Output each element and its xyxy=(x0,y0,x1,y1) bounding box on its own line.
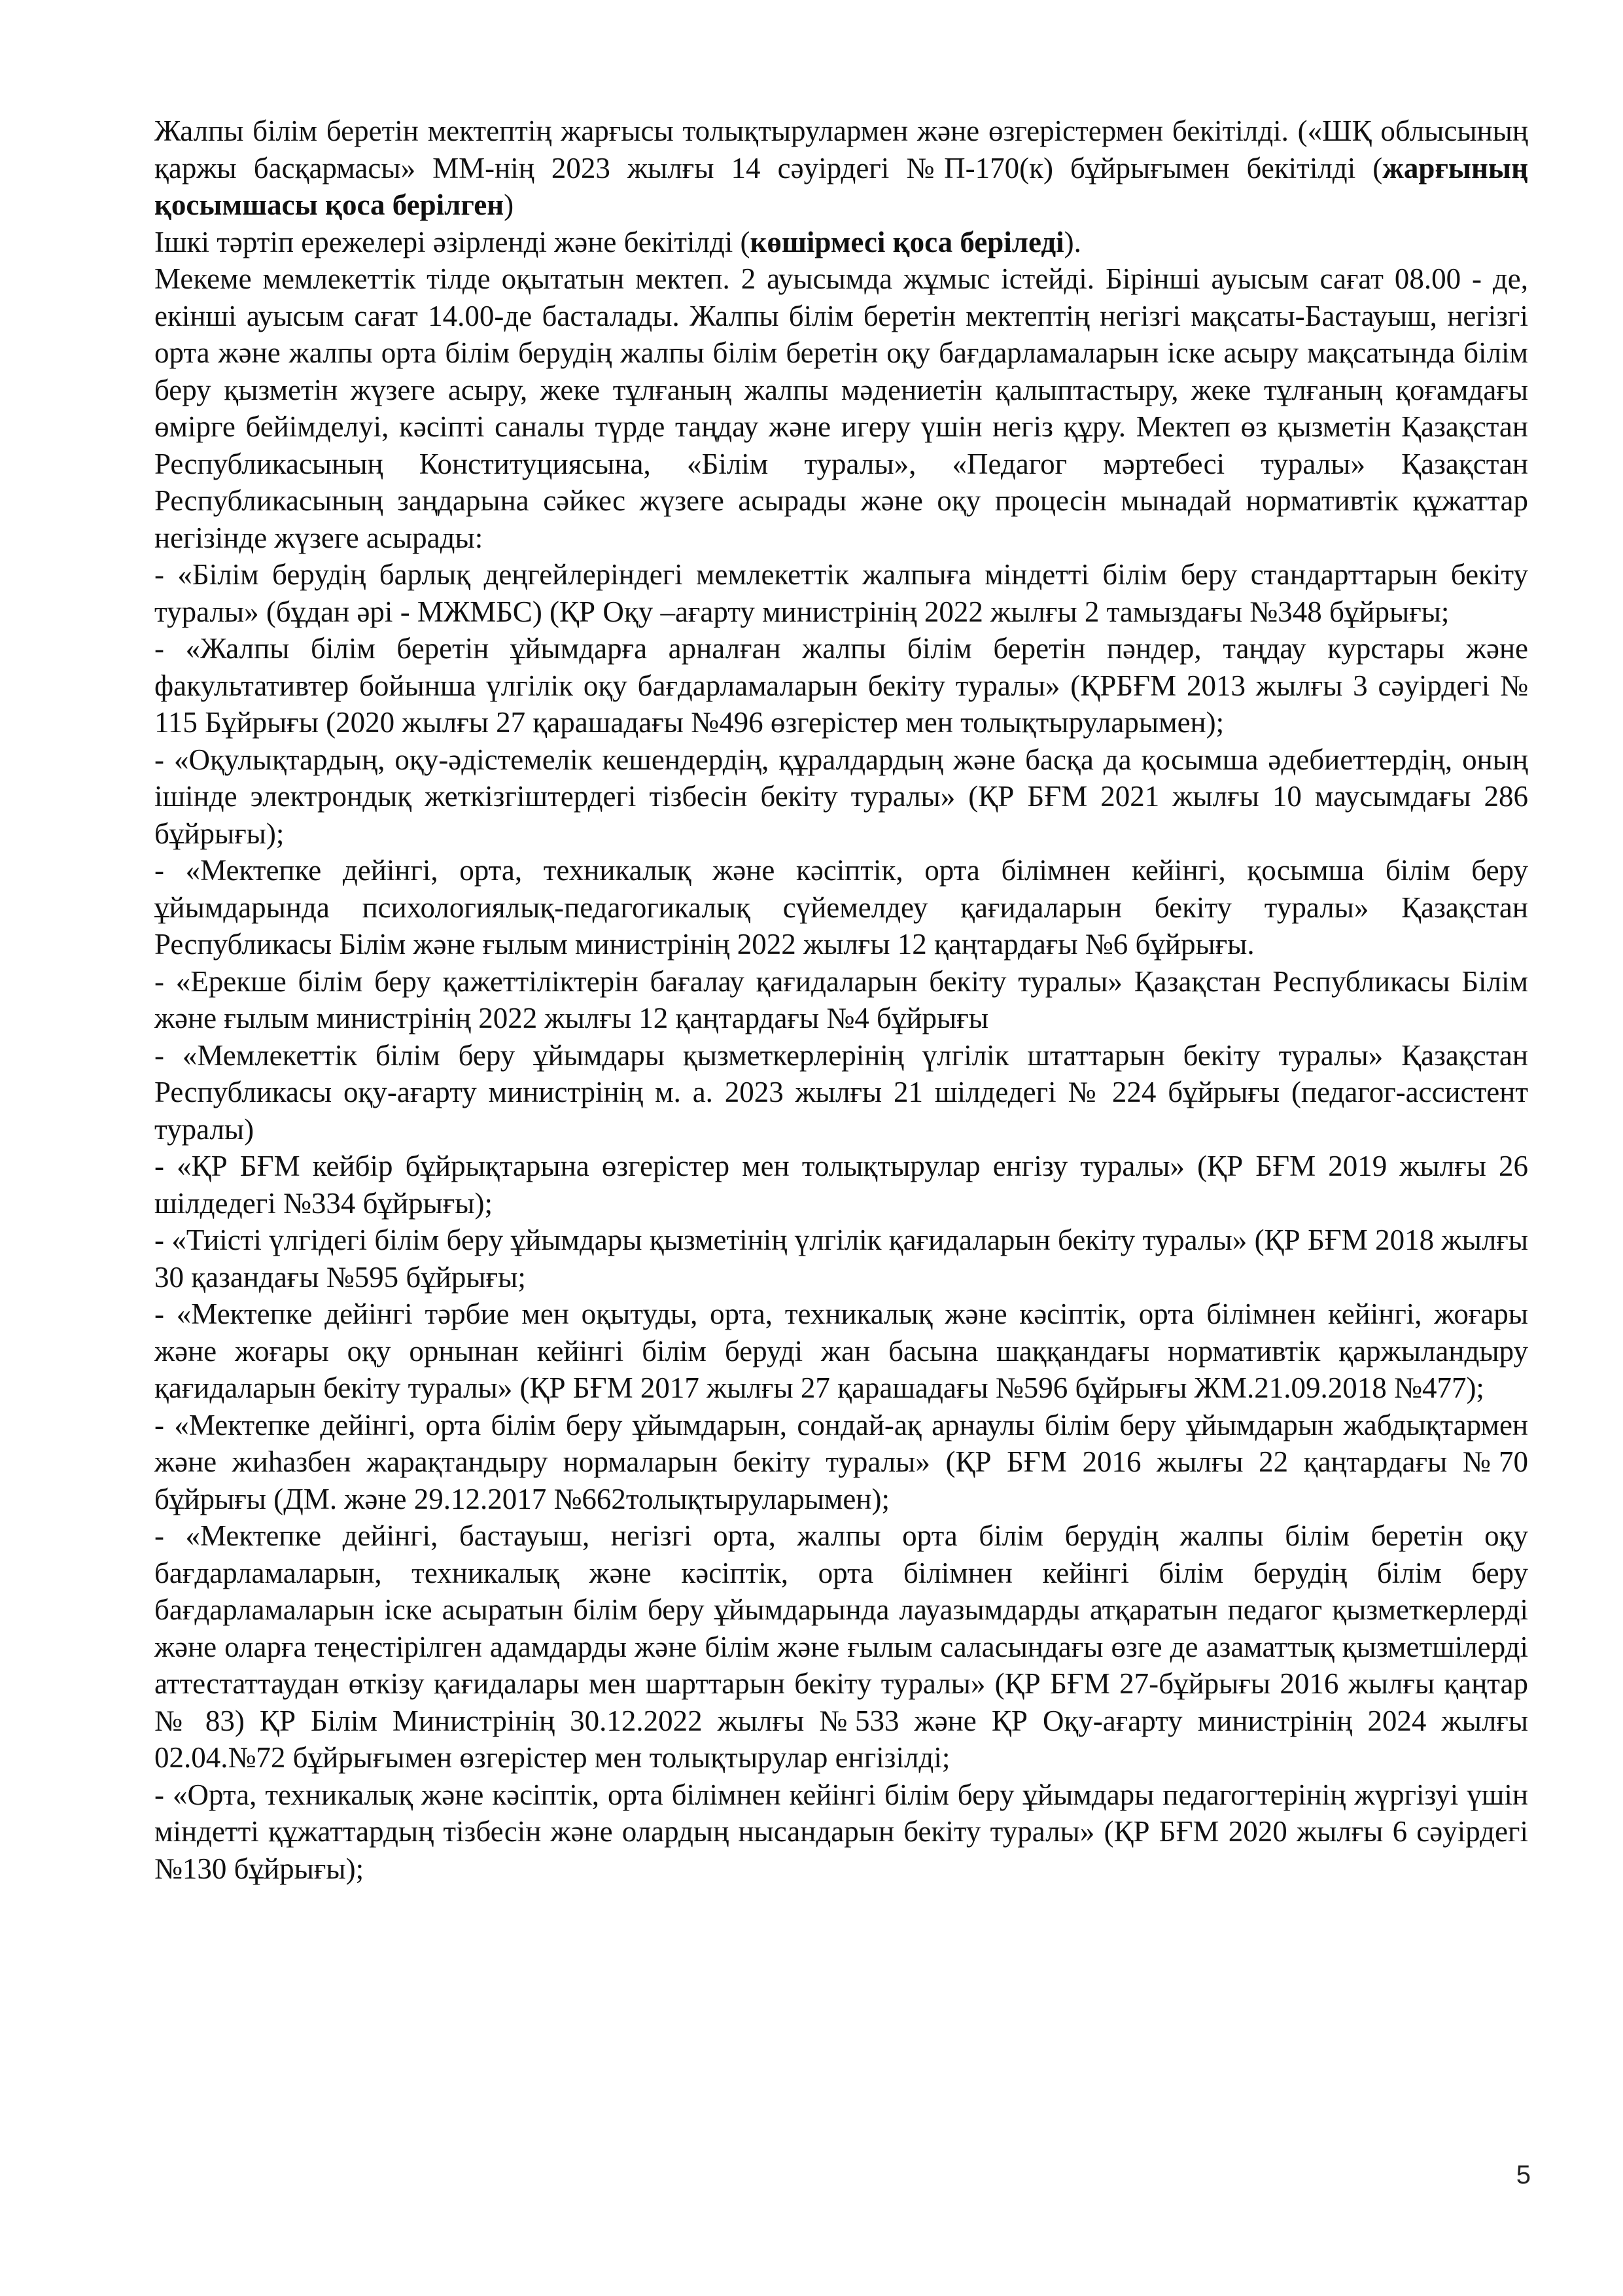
regulation-item: - «Мемлекеттік білім беру ұйымдары қызметкерлерінің үлгілік штаттарын бекіту туралы» Қазақстан Республикасы оқу-ағарту министрінің м. а. 2023 жылғы 21 шілдедегі № 224 бұйрығы (педагог-ассистент туралы) xyxy=(154,1038,1528,1146)
page-number: 5 xyxy=(1516,2161,1531,2189)
regulation-item: - «Мектепке дейінгі, орта білім беру ұйымдарын, сондай-ақ арнаулы білім беру ұйымдарын жабдықтармен және жиһазбен жарақтандыру нормаларын бекіту туралы» (ҚР БҒМ 2016 жылғы 22 қаңтардағы №70 бұйрығы (ДМ. және 29.12.2017 №662толықтыруларымен); xyxy=(154,1408,1528,1515)
internal-rules-closing: ). xyxy=(1064,225,1081,258)
regulation-item: - «Тиісті үлгідегі білім беру ұйымдары қызметінің үлгілік қағидаларын бекіту туралы» (ҚР БҒМ 2018 жылғы 30 қазандағы №595 бұйрығы; xyxy=(154,1224,1528,1294)
regulation-item: - «ҚР БҒМ кейбір бұйрықтарына өзгерістер мен толықтырулар енгізу туралы» (ҚР БҒМ 2019 жылғы 26 шілдедегі №334 бұйрығы); xyxy=(154,1150,1528,1220)
charter-paragraph xyxy=(154,113,1528,224)
regulation-item: - «Орта, техникалық және кәсіптік, орта білімнен кейінгі білім беру ұйымдары педагогтерінің жүргізуі үшін міндетті құжаттардың тізбесін және олардың нысандарын бекіту туралы» (ҚР БҒМ 2020 жылғы 6 сәуірдегі №130 бұйрығы); xyxy=(154,1778,1528,1885)
school-description-paragraph: Мекеме мемлекеттік тілде оқытатын мектеп. 2 ауысымда жұмыс істейді. Бірінші ауысым сағат 08.00 - де, екінші ауысым сағат 14.00-де басталады. Жалпы білім беретін мектептің негізгі мақсаты-Бастауыш, негізгі орта және жалпы орта білім берудің жалпы білім беретін оқу бағдарламаларын іске асыру мақсатында білім беру қызметін жүзеге асыру, жеке тұлғаның жалпы мәдениетін қалыптастыру, жеке тұлғаның қоғамдағы өмірге бейімделуі, кәсіпті саналы түрде таңдау және игеру үшін негіз құру. Мектеп өз қызметін Қазақстан Республикасының Конституциясына, «Білім туралы», «Педагог мәртебесі туралы» Қазақстан Республикасының заңдарына сәйкес жүзеге асырады және оқу процесін мынадай нормативтік құжаттар негізінде жүзеге асырады: xyxy=(154,262,1528,554)
charter-attachment-note: жарғының қосымшасы қоса берілген xyxy=(154,151,1528,221)
regulation-item: - «Мектепке дейінгі тәрбие мен оқытуды, орта, техникалық және кәсіптік, орта білімнен кейінгі, жоғары және жоғары оқу орнынан кейінгі білім беруді жан басына шаққандағы нормативтік қаржыландыру қағидаларын бекіту туралы» (ҚР БҒМ 2017 жылғы 27 қарашадағы №596 бұйрығы ЖМ.21.09.2018 №477); xyxy=(154,1298,1528,1404)
document-body xyxy=(154,113,1528,1887)
internal-rules-attachment-note: көшірмесі қоса беріледі xyxy=(750,225,1064,258)
internal-rules-paragraph xyxy=(154,224,1528,261)
charter-text: Жалпы білім беретін мектептің жарғысы толықтырулармен және өзгерістермен бекітілді. («ШҚ облысының қаржы басқармасы» ММ-нің 2023 жылғы 14 сәуірдегі №П-170(к) бұйрығымен бекітілді ( xyxy=(154,115,1528,185)
regulation-item: - «Жалпы білім беретін ұйымдарға арналған жалпы білім беретін пәндер, таңдау курстары және факультативтер бойынша үлгілік оқу бағдарламаларын бекіту туралы» (ҚРБҒМ 2013 жылғы 3 сәуірдегі № 115 Бұйрығы (2020 жылғы 27 қарашадағы №496 өзгерістер мен толықтыруларымен); xyxy=(154,632,1528,739)
regulation-item: - «Ерекше білім беру қажеттіліктерін бағалау қағидаларын бекіту туралы» Қазақстан Республикасы Білім және ғылым министрінің 2022 жылғы 12 қаңтардағы №4 бұйрығы xyxy=(154,964,1528,1034)
regulation-item: - «Білім берудің барлық деңгейлеріндегі мемлекеттік жалпыға міндетті білім беру стандарттарын бекіту туралы» (бұдан әрі - МЖМБС) (ҚР Оқу –ағарту министрінің 2022 жылғы 2 тамыздағы №348 бұйрығы; xyxy=(154,558,1528,628)
internal-rules-text: Ішкі тәртіп ережелері әзірленді және бекітілді ( xyxy=(154,225,750,258)
charter-closing: ) xyxy=(504,188,514,221)
regulation-item: - «Мектепке дейінгі, орта, техникалық және кәсіптік, орта білімнен кейінгі, қосымша білім беру ұйымдарында психологиялық-педагогикалық сүйемелдеу қағидаларын бекіту туралы» Қазақстан Республикасы Білім және ғылым министрінің 2022 жылғы 12 қаңтардағы №6 бұйрығы. xyxy=(154,854,1528,961)
regulation-item: - «Мектепке дейінгі, бастауыш, негізгі орта, жалпы орта білім берудің жалпы білім беретін оқу бағдарламаларын, техникалық және кәсіптік, орта білімнен кейінгі білім берудің білім беру бағдарламаларын іске асыратын білім беру ұйымдарында лауазымдарды атқаратын педагог қызметкерлерді және оларға теңестірілген адамдарды және білім және ғылым саласындағы өзге де азаматтық қызметшілерді аттестаттаудан өткізу қағидалары мен шарттарын бекіту туралы» (ҚР БҒМ 27-бұйрығы 2016 жылғы қаңтар № 83) ҚР Білім Министрінің 30.12.2022 жылғы №533 және ҚР Оқу-ағарту министрінің 2024 жылғы 02.04.№72 бұйрығымен өзгерістер мен толықтырулар енгізілді; xyxy=(154,1519,1528,1774)
regulation-item: - «Оқулықтардың, оқу-әдістемелік кешендердің, құралдардың және басқа да қосымша әдебиеттердің, оның ішінде электрондық жеткізгіштердегі тізбесін бекіту туралы» (ҚР БҒМ 2021 жылғы 10 маусымдағы 286 бұйрығы); xyxy=(154,743,1528,850)
